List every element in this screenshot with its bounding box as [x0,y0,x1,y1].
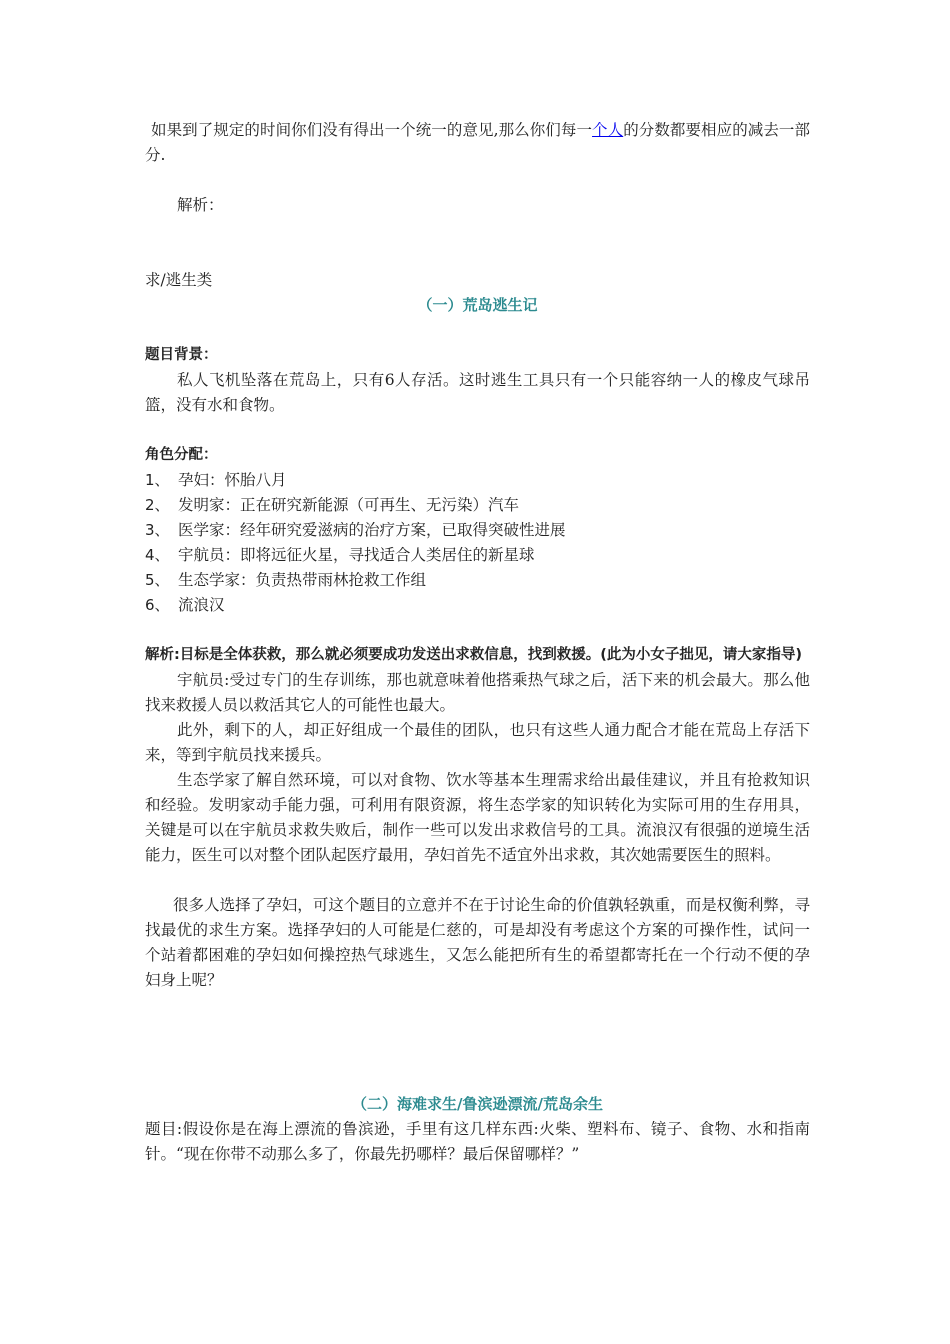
list-item [145,468,810,493]
list-number: 1、 [145,471,170,489]
list-text: 生态学家：负责热带雨林抢救工作组 [178,571,427,589]
list-item [145,493,810,518]
list-item [145,518,810,543]
document-page [145,118,810,1167]
list-number: 6、 [145,596,170,614]
intro-text-end: 的分数都要相应的减去一部分. [145,121,810,164]
analysis-paragraph: 生态学家了解自然环境，可以对食物、饮水等基本生理需求给出最佳建议，并且有抢救知识和经验。发明家动手能力强，可利用有限资源，将生态学家的知识转化为实际可用的生存用具，关键是可以在宇航员求救失败后，制作一些可以发出求救信号的工具。流浪汉有很强的逆境生活能力，医生可以对整个团队起医疗最用，孕妇首先不适宜外出求救，其次她需要医生的照料。 [145,771,810,864]
roles-list [145,468,810,618]
closing-paragraph: 很多人选择了孕妇，可这个题目的立意并不在于讨论生命的价值孰轻孰重，而是权衡利弊，寻找最优的求生方案。选择孕妇的人可能是仁慈的，可是却没有考虑这个方案的可操作性，试问一个站着都困难的孕妇如何操控热气球逃生，又怎么能把所有生的希望都寄托在一个行动不便的孕妇身上呢？ [145,896,810,989]
list-text: 发明家：正在研究新能源（可再生、无污染）汽车 [178,496,520,514]
list-number: 5、 [145,571,170,589]
intro-paragraph [145,118,810,168]
analysis-label: 解析： [177,196,224,214]
section1-title: （一）荒岛逃生记 [417,296,538,314]
list-text: 流浪汉 [178,596,225,614]
list-number: 4、 [145,546,170,564]
section2-title: （二）海难求生/鲁滨逊漂流/荒岛余生 [352,1095,603,1113]
background-label: 题目背景： [145,347,218,363]
intro-text-start: 如果到了规定的时间你们没有得出一个统一的意见,那么你们每一 [151,121,593,139]
person-link[interactable]: 个人 [592,121,624,139]
roles-label: 角色分配： [145,447,218,463]
list-text: 宇航员：即将远征火星，寻找适合人类居住的新星球 [178,546,535,564]
section2-question: 题目:假设你是在海上漂流的鲁滨逊，手里有这几样东西:火柴、塑料布、镜子、食物、水和指南针。“现在你带不动那么多了，你最先扔哪样？最后保留哪样？” [145,1120,810,1163]
analysis-summary: 解析:目标是全体获救，那么就必须要成功发送出求救信息，找到救援。(此为小女子拙见，请大家指导) [145,647,803,663]
list-number: 3、 [145,521,170,539]
analysis-paragraph: 宇航员:受过专门的生存训练，那也就意味着他搭乘热气球之后，活下来的机会最大。那么他找来救援人员以救活其它人的可能性也最大。 [145,671,810,714]
list-item [145,543,810,568]
background-text: 私人飞机坠落在荒岛上，只有6人存活。这时逃生工具只有一个只能容纳一人的橡皮气球吊篮，没有水和食物。 [145,371,810,414]
category-heading: 求/逃生类 [145,271,213,289]
list-text: 孕妇：怀胎八月 [178,471,287,489]
list-item [145,593,810,618]
list-text: 医学家：经年研究爱滋病的治疗方案，已取得突破性进展 [178,521,566,539]
list-number: 2、 [145,496,170,514]
list-item [145,568,810,593]
analysis-paragraph: 此外，剩下的人，却正好组成一个最佳的团队，也只有这些人通力配合才能在荒岛上存活下来，等到宇航员找来援兵。 [145,721,810,764]
